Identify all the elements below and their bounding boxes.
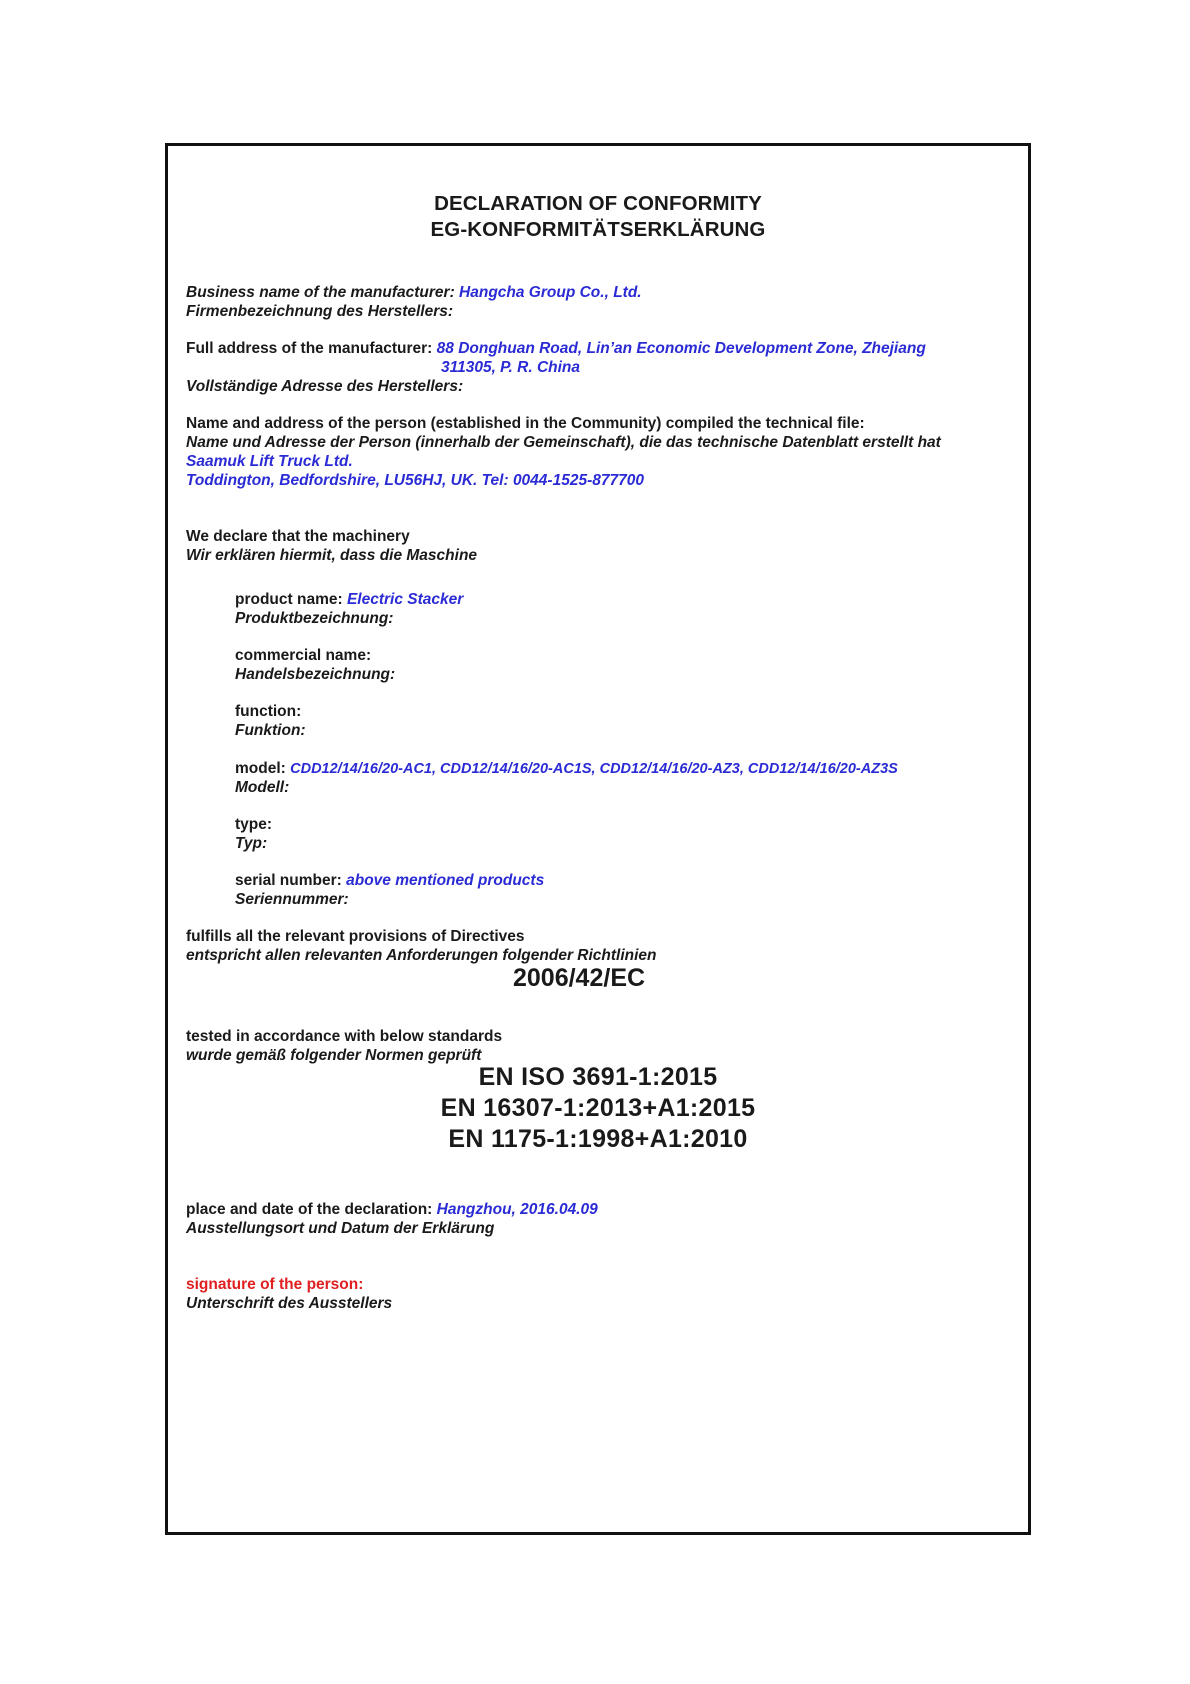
product-name-label: product name:	[235, 591, 343, 608]
document-frame	[165, 143, 1031, 1535]
signature-label-de: Unterschrift des Ausstellers	[186, 1295, 393, 1312]
model-value: CDD12/14/16/20-AC1, CDD12/14/16/20-AC1S, CDD12/14/16/20-AZ3, CDD12/14/16/20-AZ3S	[290, 761, 898, 777]
function-label: function:	[235, 703, 302, 720]
place-date-label: place and date of the declaration:	[186, 1201, 433, 1218]
standard-item: EN ISO 3691-1:2015	[478, 1063, 718, 1091]
serial-number-value: above mentioned products	[346, 872, 545, 889]
title-en: DECLARATION OF CONFORMITY	[434, 192, 762, 215]
place-date-label-de: Ausstellungsort und Datum der Erklärung	[186, 1220, 495, 1237]
address-row	[186, 340, 926, 358]
technical-file-label-de: Name und Adresse der Person (innerhalb der Gemeinschaft), die das technische Datenblatt erstellt hat	[186, 434, 941, 451]
standard-item: EN 16307-1:2013+A1:2015	[440, 1094, 756, 1122]
declaration-en: We declare that the machinery	[186, 528, 410, 545]
technical-file-company: Saamuk Lift Truck Ltd.	[186, 453, 353, 470]
model-label-de: Modell:	[235, 779, 290, 796]
commercial-name-label-de: Handelsbezeichnung:	[235, 666, 396, 683]
technical-file-label-en: Name and address of the person (established in the Community) compiled the technical file:	[186, 415, 865, 432]
type-label: type:	[235, 816, 273, 833]
business-name-label: Business name of the manufacturer:	[186, 284, 455, 301]
model-label: model:	[235, 760, 286, 777]
product-name-row	[235, 591, 463, 609]
address-value-line1: 88 Donghuan Road, Lin’an Economic Development Zone, Zhejiang	[436, 340, 926, 357]
serial-number-label-de: Seriennummer:	[235, 891, 349, 908]
standards-label-de: wurde gemäß folgender Normen geprüft	[186, 1047, 482, 1064]
place-date-value: Hangzhou, 2016.04.09	[436, 1201, 598, 1218]
technical-file-address: Toddington, Bedfordshire, LU56HJ, UK. Tel: 0044-1525-877700	[186, 472, 644, 489]
address-value-line2: 311305, P. R. China	[441, 359, 581, 376]
address-label-de: Vollständige Adresse des Herstellers:	[186, 378, 464, 395]
type-label-de: Typ:	[235, 835, 268, 852]
commercial-name-label: commercial name:	[235, 647, 372, 664]
business-name-label-de: Firmenbezeichnung des Herstellers:	[186, 303, 454, 320]
business-name-value: Hangcha Group Co., Ltd.	[459, 284, 642, 301]
product-name-label-de: Produktbezeichnung:	[235, 610, 394, 627]
directives-label-en: fulfills all the relevant provisions of Directives	[186, 928, 525, 945]
title-de: EG-KONFORMITÄTSERKLÄRUNG	[430, 218, 766, 241]
signature-label: signature of the person:	[186, 1276, 364, 1293]
declaration-de: Wir erklären hiermit, dass die Maschine	[186, 547, 478, 564]
directives-label-de: entspricht allen relevanten Anforderungen folgender Richtlinien	[186, 947, 657, 964]
standard-item: EN 1175-1:1998+A1:2010	[448, 1125, 748, 1153]
serial-number-label: serial number:	[235, 872, 342, 889]
place-date-row	[186, 1201, 598, 1219]
standards-label-en: tested in accordance with below standards	[186, 1028, 503, 1045]
directive-value: 2006/42/EC	[513, 964, 646, 992]
model-row	[235, 760, 898, 778]
address-label: Full address of the manufacturer:	[186, 340, 433, 357]
business-name-row	[186, 284, 642, 302]
function-label-de: Funktion:	[235, 722, 306, 739]
product-name-value: Electric Stacker	[346, 591, 464, 608]
serial-number-row	[235, 872, 544, 890]
